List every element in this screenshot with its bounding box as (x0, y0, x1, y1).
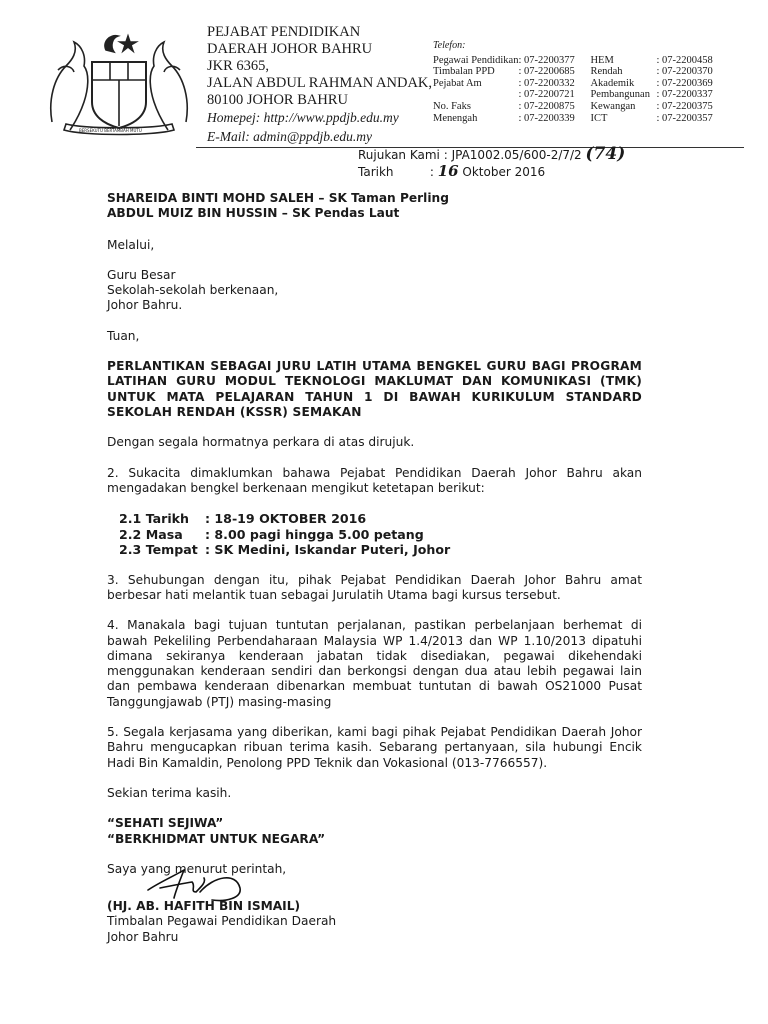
paragraph-2: 2. Sukacita dimaklumkan bahawa Pejabat Pendidikan Daerah Johor Bahru akan mengadakan bengkel berkenaan mengikut ketetapan berikut: (107, 465, 642, 495)
rujukan-handwritten-number: (74) (585, 144, 626, 164)
tarikh-month-year: Oktober 2016 (462, 165, 546, 179)
office-line: PEJABAT PENDIDIKAN (207, 24, 361, 40)
office-line: JKR 6365, (207, 58, 270, 74)
tarikh-label: Tarikh (358, 165, 394, 179)
phone-label: Pembangunan (590, 89, 650, 101)
phone-label: Akademik (590, 77, 635, 89)
phone-number: : 07-2200377 (518, 54, 575, 66)
paragraph-4: 4. Manakala bagi tujuan tuntutan perjalanan, pastikan perbelanjaan berhemat di bawah Pekeliling Perbendaharaan Malaysia WP 1.4/2013 dan WP 1.10/2013 dipatuhi dimana sekiranya kenderaan jabatan tidak disediakan, pegawai dikehendaki menggunakan kenderaan sendiri dan berkongsi dengan dua atau lebih pegawai lain dan pembawa kenderaan dibenarkan membuat tuntutan di bawah OS21000 Pusat Tanggungjawab (PTJ) masing-masing (107, 618, 642, 709)
phone-number: : 07-2200339 (518, 112, 575, 124)
rujukan-value: : JPA1002.05/600-2/7/2 (443, 148, 582, 162)
phone-number: : 07-2200458 (656, 54, 713, 66)
recipients (107, 191, 642, 222)
phone-number: : 07-2200685 (518, 66, 575, 78)
detail-key: 2.1 Tarikh (119, 511, 190, 527)
phone-label: Rendah (590, 66, 623, 78)
tarikh-handwritten-day: 16 (437, 162, 459, 180)
phone-number: : 07-2200369 (656, 77, 713, 89)
via-line: Guru Besar (107, 267, 176, 282)
office-line: DAERAH JOHOR BAHRU (207, 41, 373, 57)
melalui-label: Melalui, (107, 237, 155, 252)
closing: Sekian terima kasih. (107, 785, 232, 800)
phone-row (433, 113, 726, 125)
detail-key: 2.2 Masa (119, 526, 183, 542)
homepage-link[interactable]: Homepej: http://www.ppdjb.edu.my (207, 110, 399, 125)
telefon-label: Telefon: (433, 40, 466, 51)
email-link[interactable]: E-Mail: admin@ppdjb.edu.my (207, 128, 373, 144)
via-line: Johor Bahru. (107, 298, 183, 313)
detail-row (119, 527, 642, 543)
office-address (207, 24, 432, 146)
phone-number: : 07-2200332 (518, 77, 575, 89)
phone-label: Kewangan (590, 100, 636, 112)
paragraph-3: 3. Sehubungan dengan itu, pihak Pejabat Pendidikan Daerah Johor Bahru amat berbesar hati melantik tuan sebagai Jurulatih Utama bagi kursus tersebut. (107, 572, 642, 602)
phone-number: : 07-2200337 (656, 89, 713, 101)
detail-row (119, 511, 642, 527)
phone-label: HEM (590, 54, 614, 66)
motto-line: “BERKHIDMAT UNTUK NEGARA” (107, 831, 326, 846)
phone-label: Pegawai Pendidikan (433, 54, 519, 66)
phone-number: : 07-2200357 (656, 112, 713, 124)
motto-line: “SEHATI SEJIWA” (107, 816, 224, 831)
signer-name: (HJ. AB. HAFITH BIN ISMAIL) (107, 899, 301, 913)
office-line: JALAN ABDUL RAHMAN ANDAK, (207, 75, 433, 91)
signer-block (107, 899, 336, 945)
phone-label: Menengah (433, 112, 478, 124)
detail-value: : 8.00 pagi hingga 5.00 petang (205, 526, 424, 542)
phone-row (433, 78, 726, 90)
detail-key: 2.3 Tempat (119, 542, 198, 558)
phone-label: Pejabat Am (433, 77, 482, 89)
reference-block (358, 146, 625, 180)
recipient-line: ABDUL MUIZ BIN HUSSIN – SK Pendas Laut (107, 206, 400, 221)
subject-heading: PERLANTIKAN SEBAGAI JURU LATIH UTAMA BENGKEL GURU BAGI PROGRAM LATIHAN GURU MODUL TEKNOLOGI MAKLUMAT DAN KOMUNIKASI (TMK) UNTUK MATA PELAJARAN TAHUN 1 DI BAWAH KURIKULUM STANDARD SEKOLAH RENDAH (KSSR) SEMAKAN (107, 359, 642, 419)
phone-label: No. Faks (433, 100, 471, 112)
paragraph-5: 5. Segala kerjasama yang diberikan, kami bagi pihak Pejabat Pendidikan Daerah Johor Bahru mengucapkan ribuan terima kasih. Sebarang pertanyaan, sila hubungi Encik Hadi Bin Kamaldin, Penolong PPD Teknik dan Vokasional (013-7766557). (107, 725, 642, 770)
via-block (107, 268, 642, 314)
detail-value: : SK Medini, Iskandar Puteri, Johor (205, 542, 451, 558)
letter-body (107, 191, 642, 892)
phone-table (433, 55, 726, 125)
svg-text:BERSEKUTU BERTAMBAH MUTU: BERSEKUTU BERTAMBAH MUTU (79, 128, 142, 133)
phone-row (433, 89, 726, 101)
phone-row (433, 101, 726, 113)
salutation: Tuan, (107, 328, 140, 343)
phone-label (433, 89, 518, 101)
coat-of-arms-icon (44, 30, 194, 138)
signer-title: Timbalan Pegawai Pendidikan Daerah (107, 914, 337, 929)
office-line: 80100 JOHOR BAHRU (207, 92, 348, 108)
yours-faithfully: Saya yang menurut perintah, (107, 861, 287, 876)
phone-number: : 07-2200375 (656, 100, 713, 112)
phone-label: Timbalan PPD (433, 66, 495, 78)
phone-number: : 07-2200721 (518, 89, 575, 101)
paragraph-1: Dengan segala hormatnya perkara di atas dirujuk. (107, 435, 415, 450)
recipient-line: SHAREIDA BINTI MOHD SALEH – SK Taman Perling (107, 191, 449, 205)
phone-directory (433, 40, 726, 124)
phone-number: : 07-2200875 (518, 100, 575, 112)
detail-value: : 18-19 OKTOBER 2016 (205, 511, 367, 527)
signer-place: Johor Bahru (107, 929, 179, 944)
tarikh-colon: : (429, 165, 434, 179)
phone-row (433, 55, 726, 67)
phone-number: : 07-2200370 (656, 66, 713, 78)
event-details (119, 511, 642, 558)
via-line: Sekolah-sekolah berkenaan, (107, 283, 279, 298)
motto-block (107, 816, 642, 847)
detail-row (119, 542, 642, 558)
rujukan-label: Rujukan Kami (358, 148, 440, 162)
phone-row (433, 66, 726, 78)
phone-label: ICT (590, 112, 608, 124)
